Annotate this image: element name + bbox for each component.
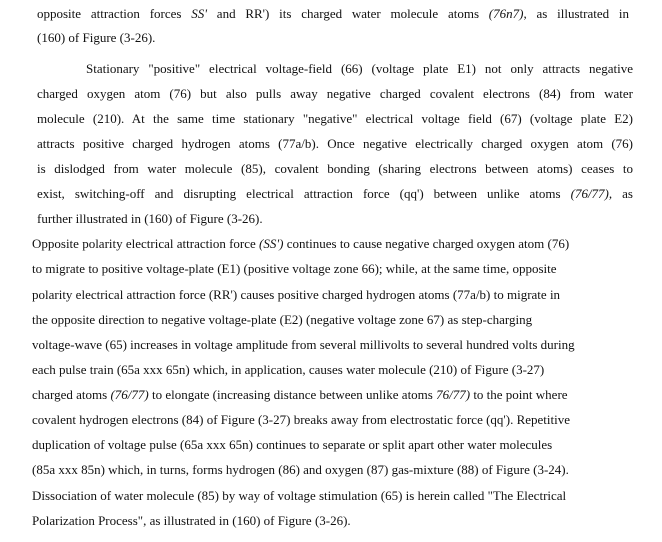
paragraph-3-line-5: voltage-wave (65) increases in voltage amplitude from several millivolts to several hundred volts during bbox=[32, 337, 575, 352]
paragraph-3-line-6: each pulse train (65a xxx 65n) which, in application, causes water molecule (210) of Figure (3-27) bbox=[32, 362, 545, 377]
paragraph-3-line-12: Polarization Process", as illustrated in (160) of Figure (3-26). bbox=[32, 513, 351, 528]
paragraph-2-line-3: molecule (210). At the same time stationary "negative" electrical voltage field (67) (voltage plate E2) bbox=[37, 111, 633, 126]
paragraph-2-line-1: Stationary "positive" electrical voltage-field (66) (voltage plate E1) not only attracts negative bbox=[86, 61, 633, 76]
paragraph-2-line-7: further illustrated in (160) of Figure (3-26). bbox=[37, 211, 263, 226]
paragraph-3-line-8: covalent hydrogen electrons (84) of Figure (3-27) breaks away from electrostatic force (qq'). Repetitive bbox=[32, 412, 571, 427]
paragraph-3-line-2: to migrate to positive voltage-plate (E1) (positive voltage zone 66); while, at the same time, opposite bbox=[32, 261, 557, 276]
paragraph-3-line-9: duplication of voltage pulse (65a xxx 65n) continues to separate or split apart other water molecules bbox=[32, 437, 553, 452]
paragraph-3-line-1: Opposite polarity electrical attraction force (SS') continues to cause negative charged oxygen atom (76) bbox=[32, 236, 570, 251]
paragraph-3-line-10: (85a xxx 85n) which, in turns, forms hydrogen (86) and oxygen (87) gas-mixture (88) of Figure (3-24). bbox=[32, 462, 569, 477]
paragraph-3-line-7: charged atoms (76/77) to elongate (increasing distance between unlike atoms 76/77) to the point where bbox=[32, 387, 568, 402]
paragraph-2-line-4: attracts positive charged hydrogen atoms (77a/b). Once negative electrically charged oxygen atom (76) bbox=[37, 136, 633, 151]
paragraph-1-line-1: opposite attraction forces SS' and RR') its charged water molecule atoms (76n7), as illustrated in bbox=[37, 6, 629, 21]
paragraph-2-line-6: exist, switching-off and disrupting electrical attraction force (qq') between unlike atoms (76/77), as bbox=[37, 186, 633, 201]
paragraph-3-line-3: polarity electrical attraction force (RR') causes positive charged hydrogen atoms (77a/b) to migrate in bbox=[32, 287, 561, 302]
paragraph-1-line-2: (160) of Figure (3-26). bbox=[37, 30, 156, 45]
paragraph-2-line-5: is dislodged from water molecule (85), covalent bonding (sharing electrons between atoms) ceases to bbox=[37, 161, 633, 176]
paragraph-3-line-11: Dissociation of water molecule (85) by way of voltage stimulation (65) is herein called "The Electrical bbox=[32, 488, 567, 503]
paragraph-3-line-4: the opposite direction to negative voltage-plate (E2) (negative voltage zone 67) as step-charging bbox=[32, 312, 533, 327]
paragraph-2-line-2: charged oxygen atom (76) but also pulls away negative charged covalent electrons (84) from water bbox=[37, 86, 633, 101]
